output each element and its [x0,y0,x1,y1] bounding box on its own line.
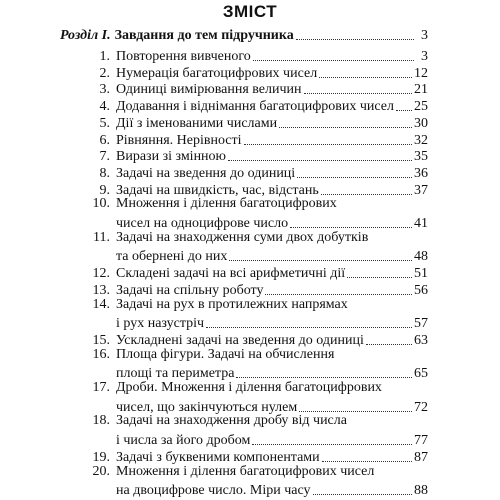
entry-title-text: Множення і ділення багатоцифрових чисел [116,463,375,479]
entry-number: 7. [99,149,110,165]
entry-title [88,296,348,313]
entry-title: Нумерація багатоцифрових чисел [116,65,318,81]
entry-title-text: Задачі на знаходження суми двох добутків [116,229,369,245]
entry-page-number: 25 [414,99,428,115]
entry-title-text: Дроби. Множення і ділення багатоцифрових [116,380,382,396]
dot-leader [366,344,412,345]
entry-number: 13. [92,282,110,298]
entry-title: Вирази зі змінною [116,149,227,165]
entry-number: 5. [99,115,110,131]
dot-leader [296,39,414,40]
entry-title: Задачі на зведення до одиниці [116,165,296,181]
entry-title: Задачі на спільну роботу [116,282,264,298]
entry-page-number: 30 [414,115,428,131]
entry-title [88,379,382,396]
entry-page-number: 41 [414,216,428,232]
entry-number: 12. [92,266,110,282]
section-title: Завдання до тем підручника [114,28,294,43]
entry-page-number: 21 [414,82,428,98]
entry-number: 2. [99,65,110,81]
entry-page-number: 51 [414,266,428,282]
entry-page-number: 87 [414,449,428,465]
entry-title: Складені задачі на всі арифметичні дії [116,266,346,282]
section-page-number: 3 [421,28,428,43]
entry-title: Додавання і віднімання багатоцифрових чисел [116,99,394,115]
page-title: ЗМІСТ [222,2,278,21]
entry-number: 9. [99,182,110,198]
entry-title-text: Площа фігури. Задачі на обчислення [116,346,335,362]
toc-entry [116,479,428,499]
entry-title-continuation: і рух назустріч [116,316,205,332]
entry-title [88,463,374,480]
entry-page-number: 12 [414,65,428,81]
dot-leader [313,494,413,495]
entry-title: Ускладнені задачі на зведення до одиниці [116,332,364,348]
entry-number: 14. [92,296,110,312]
entry-page-number: 56 [414,282,428,298]
entry-page-number: 57 [414,316,428,332]
entry-number: 8. [99,165,110,181]
entry-number: 6. [99,132,110,148]
entry-title-text: Задачі на знаходження дробу від числа [116,413,347,429]
entry-page-number: 48 [414,249,428,265]
entry-title [88,195,337,212]
entry-page-number: 37 [414,182,428,198]
entry-number: 1. [99,49,110,64]
entry-title: Одиниці вимірювання величин [116,82,302,98]
entry-page-number: 63 [414,332,428,348]
entry-number: 20. [92,463,110,479]
entry-title: Задачі на швидкість, час, відстань [116,182,319,198]
entry-title-continuation: чисел, що закінчуються нулем [116,399,298,415]
entry-page-number: 3 [421,49,428,64]
entry-title: Дії з іменованими числами [116,115,278,131]
entry-number: 11. [93,229,110,245]
entry-number: 18. [92,413,110,429]
entry-title [88,229,368,246]
toc-section-line [60,24,428,44]
entry-title-text: Задачі на рух в протилежних напрямах [116,296,348,312]
entry-title-text: Множення і ділення багатоцифрових [116,196,337,212]
entry-page-number: 35 [414,149,428,165]
entry-page-number: 36 [414,165,428,181]
entry-title: Рівняння. Нерівності [116,132,242,148]
entry-page-number: 72 [414,399,428,415]
section-prefix: Розділ I. [60,28,111,43]
entry-title-continuation: площі та периметра [116,366,235,382]
entry-number: 16. [92,346,110,362]
entry-title-continuation: і числа за його дробом [116,433,251,449]
entry-number: 15. [92,332,110,348]
entry-title: Задачі з буквеними компонентами [116,449,320,465]
entry-number: 3. [99,82,110,98]
entry-number: 17. [92,380,110,396]
entry-page-number: 77 [414,433,428,449]
entry-title-continuation: на двоцифрове число. Міри часу [116,483,311,499]
entry-title [88,346,334,363]
entry-title: Повторення вивченого [116,49,251,64]
entry-title-continuation: чисел на одноцифрове число [116,216,289,232]
entry-number: 19. [92,449,110,465]
entry-page-number: 88 [414,483,428,499]
entry-title-continuation: та обернені до них [116,249,228,265]
entry-title [88,412,347,429]
entry-number: 4. [99,99,110,115]
entry-page-number: 65 [414,366,428,382]
entry-number: 10. [92,196,110,212]
entry-page-number: 32 [414,132,428,148]
